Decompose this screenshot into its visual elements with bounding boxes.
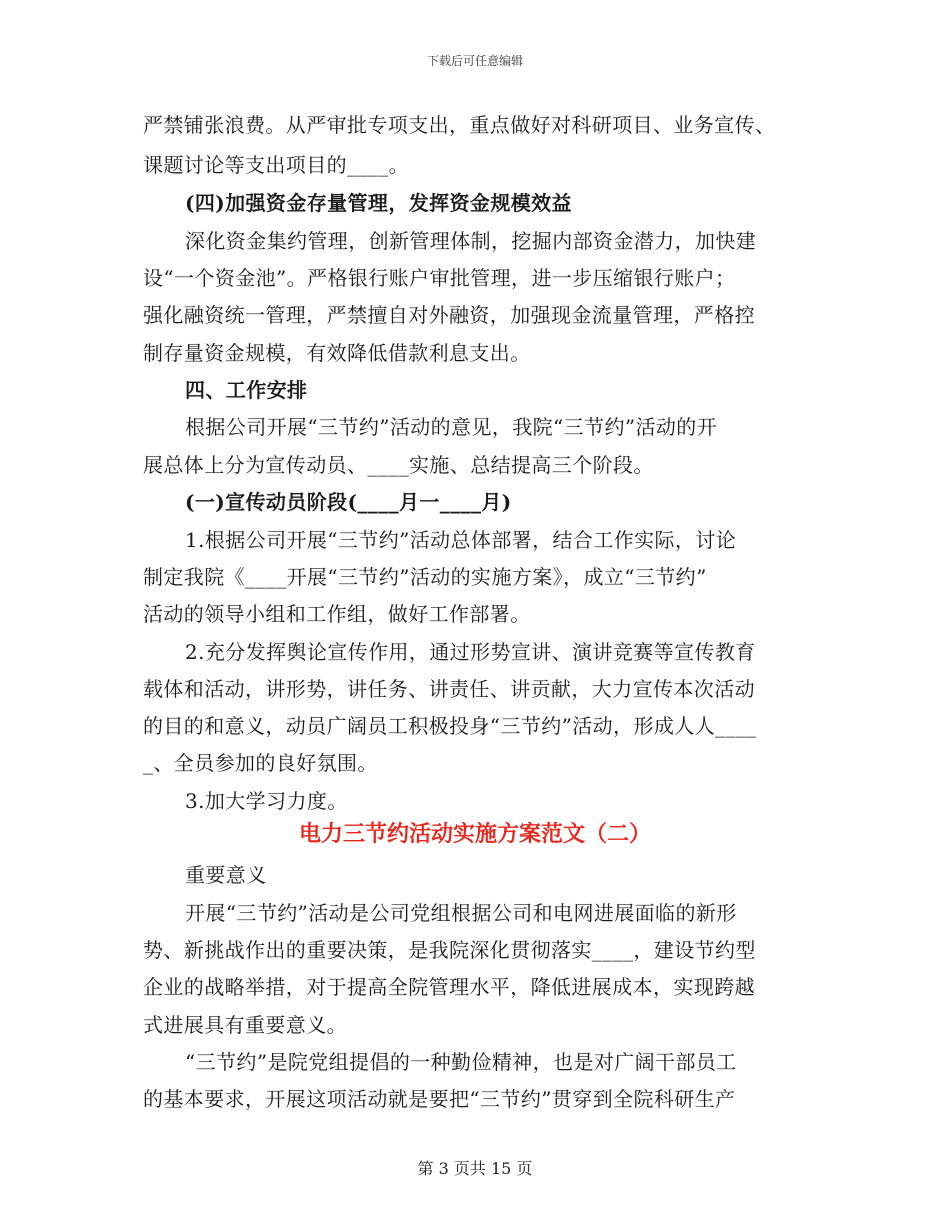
body-line: 开展“三节约”活动是公司党组根据公司和电网进展面临的新形 — [185, 901, 737, 925]
body-line: 课题讨论等支出项目的____。 — [143, 153, 409, 177]
page-header: 下载后可任意编辑 — [426, 54, 523, 68]
body-line: 严禁铺张浪费。从严审批专项支出，重点做好对科研项目、业务宣传、 — [143, 113, 776, 137]
section-heading: 四、工作安排 — [185, 378, 308, 402]
body-line: 重要意义 — [185, 863, 267, 887]
body-line: 强化融资统一管理，严禁擅自对外融资，加强现金流量管理，严格控 — [143, 303, 755, 327]
body-line: 活动的领导小组和工作组，做好工作部署。 — [143, 602, 531, 626]
body-line: 设“一个资金池”。严格银行账户审批管理，进一步压缩银行账户； — [143, 266, 736, 290]
section-heading: (四)加强资金存量管理，发挥资金规模效益 — [185, 191, 572, 215]
body-line: _、全员参加的良好氛围。 — [143, 751, 378, 775]
body-line: 势、新挑战作出的重要决策，是我院深化贯彻落实____，建设节约型 — [143, 938, 756, 962]
body-line: 载体和活动，讲形势，讲任务、讲责任、讲贡献，大力宣传本次活动 — [143, 677, 755, 701]
body-line: 1.根据公司开展“三节约”活动总体部署，结合工作实际，讨论 — [185, 528, 737, 552]
page-footer: 第 3 页共 15 页 — [417, 1159, 533, 1178]
body-line: 企业的战略举措，对于提高全院管理水平，降低进展成本，实现跨越 — [143, 975, 755, 999]
body-line: 式进展具有重要意义。 — [143, 1013, 347, 1037]
body-line: “三节约”是院党组提倡的一种勤俭精神，也是对广阔干部员工 — [185, 1050, 737, 1074]
body-line: 的目的和意义，动员广阔员工积极投身“三节约”活动，形成人人____ — [143, 714, 757, 738]
body-line: 制定我院《____开展“三节约”活动的实施方案》，成立“三节约” — [143, 565, 707, 589]
body-line: 3.加大学习力度。 — [185, 789, 348, 813]
document-title: 电力三节约活动实施方案范文（二） — [298, 821, 651, 847]
body-line: 展总体上分为宣传动员、____实施、总结提高三个阶段。 — [143, 453, 654, 477]
body-line: 2.充分发挥舆论宣传作用，通过形势宣讲、演讲竞赛等宣传教育 — [185, 640, 756, 664]
body-line: 根据公司开展“三节约”活动的意见，我院“三节约”活动的开 — [185, 415, 718, 439]
section-heading: (一)宣传动员阶段(____月一____月) — [185, 490, 512, 514]
body-line: 深化资金集约管理，创新管理体制，挖掘内部资金潜力，加快建 — [185, 229, 757, 253]
body-line: 的基本要求，开展这项活动就是要把“三节约”贯穿到全院科研生产 — [143, 1087, 736, 1111]
body-line: 制存量资金规模，有效降低借款利息支出。 — [143, 341, 531, 365]
